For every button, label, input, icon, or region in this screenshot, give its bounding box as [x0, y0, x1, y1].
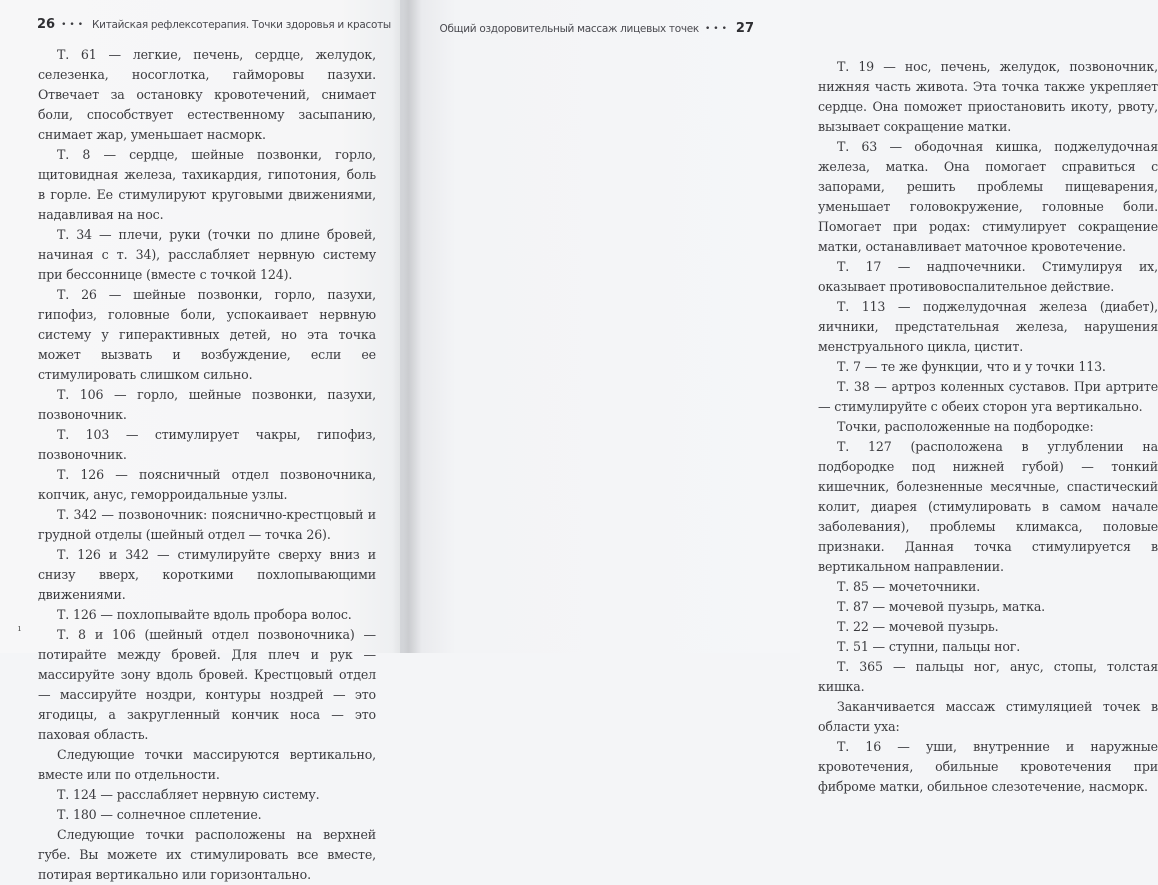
paragraph: Т. 17 — надпочечники. Стимулируя их, оказывает противовоспалительное действие. — [818, 259, 1158, 294]
right-page-header — [440, 21, 754, 36]
book-gutter — [392, 0, 422, 653]
paragraph: Следующие точки расположены на верхней губе. Вы можете их стимулировать все вместе, потирая вертикально или горизонтально. — [38, 827, 376, 882]
paragraph: Т. 87 — мочевой пузырь, матка. — [837, 599, 1046, 614]
paragraph: Т. 22 — мочевой пузырь. — [837, 619, 999, 634]
paragraph: Т. 26 — шейные позвонки, горло, пазухи, гипофиз, головные боли, успокаивает нервную систему у гиперактивных детей, но эта точка может вызвать и возбуждение, если ее стимулировать слишком сильно. — [38, 287, 376, 382]
page-number: 26 — [37, 17, 56, 32]
running-title: Китайская рефлексотерапия. Точки здоровья и красоты — [92, 18, 391, 31]
paragraph: Т. 7 — те же функции, что и у точки 113. — [837, 359, 1106, 374]
paragraph: Т. 8 и 106 (шейный отдел позвоночника) — потирайте между бровей. Для плеч и рук — массируйте зону вдоль бровей. Крестцовый отдел — массируйте ноздри, контуры ноздрей — это ягодицы, а закругленный кончик носа — это паховая область. — [38, 627, 376, 742]
header-dots-icon: ••• — [704, 23, 730, 34]
left-page-body — [38, 45, 376, 885]
paragraph: Т. 51 — ступни, пальцы ног. — [837, 639, 1021, 654]
paragraph: Т. 61 — легкие, печень, сердце, желудок, селезенка, носоглотка, гайморовы пазухи. Отвечает за остановку кровотечений, снимает боли, способствует естественному засыпанию, снимает жар, уменьшает насморк. — [38, 47, 376, 142]
paragraph: Следующие точки массируются вертикально, вместе или по отдельности. — [38, 747, 376, 782]
left-page — [0, 0, 400, 882]
header-dots-icon: ••• — [61, 19, 87, 30]
right-page-body — [818, 57, 1158, 797]
paragraph: Т. 38 — артроз коленных суставов. При артрите — стимулируйте с обеих сторон уга вертикально. — [818, 379, 1158, 414]
paragraph: Т. 342 — позвоночник: пояснично-крестцовый и грудной отделы (шейный отдел — точка 26). — [38, 507, 376, 542]
paragraph: Т. 16 — уши, внутренние и наружные кровотечения, обильные кровотечения при фиброме матки, обильное слезотечение, насморк. — [818, 739, 1158, 794]
paragraph: Т. 180 — солнечное сплетение. — [57, 807, 262, 822]
paragraph: Т. 126 — поясничный отдел позвоночника, копчик, анус, геморроидальные узлы. — [38, 467, 376, 502]
left-page-header — [37, 17, 391, 32]
paragraph: Т. 124 — расслабляет нервную систему. — [57, 787, 320, 802]
running-title: Общий оздоровительный массаж лицевых точек — [439, 22, 699, 35]
paragraph: Точки, расположенные на подбородке: — [837, 419, 1094, 434]
paragraph: Т. 126 — похлопывайте вдоль пробора волос. — [57, 607, 352, 622]
margin-mark: ı — [18, 624, 21, 634]
page-number: 27 — [735, 21, 754, 36]
paragraph: Т. 126 и 342 — стимулируйте сверху вниз и снизу вверх, короткими похлопывающими движениями. — [38, 547, 376, 602]
paragraph: Заканчивается массаж стимуляцией точек в области уха: — [818, 699, 1158, 734]
paragraph: Т. 365 — пальцы ног, анус, стопы, толстая кишка. — [818, 659, 1158, 694]
paragraph: Т. 113 — поджелудочная железа (диабет), яичники, предстательная железа, нарушения менструального цикла, цистит. — [818, 299, 1158, 354]
paragraph: Т. 106 — горло, шейные позвонки, пазухи, позвоночник. — [38, 387, 376, 422]
right-page — [400, 0, 1158, 794]
paragraph: Т. 85 — мочеточники. — [837, 579, 981, 594]
paragraph: Т. 103 — стимулирует чакры, гипофиз, позвоночник. — [38, 427, 376, 462]
paragraph: Т. 34 — плечи, руки (точки по длине бровей, начиная с т. 34), расслабляет нервную систему при бессоннице (вместе с точкой 124). — [38, 227, 376, 282]
paragraph: Т. 63 — ободочная кишка, поджелудочная железа, матка. Она помогает справиться с запорами, решить проблемы пищеварения, уменьшает головокружение, головные боли. Помогает при родах: стимулирует сокращение матки, останавливает маточное кровотечение. — [818, 139, 1158, 254]
paragraph: Т. 19 — нос, печень, желудок, позвоночник, нижняя часть живота. Эта точка также укрепляет сердце. Она поможет приостановить икоту, рвоту, вызывает сокращение матки. — [818, 59, 1158, 134]
paragraph: Т. 127 (расположена в углублении на подбородке под нижней губой) — тонкий кишечник, болезненные месячные, спастический колит, диарея (стимулировать в самом начале заболевания), проблемы климакса, половые признаки. Данная точка стимулируется в вертикальном направлении. — [818, 439, 1158, 574]
paragraph: Т. 8 — сердце, шейные позвонки, горло, щитовидная железа, тахикардия, гипотония, боль в горле. Ее стимулируют круговыми движениями, надавливая на нос. — [38, 147, 376, 222]
